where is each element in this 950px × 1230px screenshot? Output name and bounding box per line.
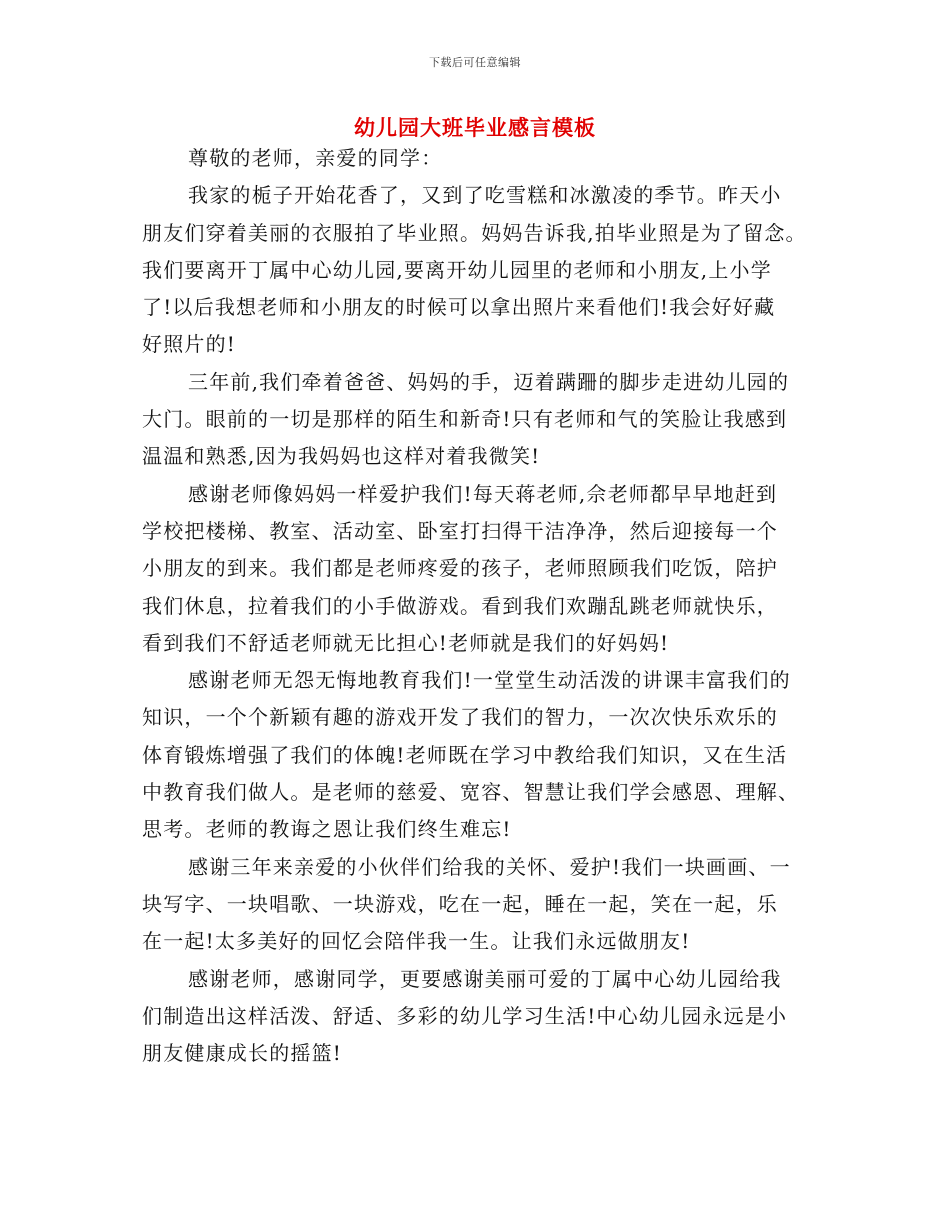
body-line: 三年前,我们牵着爸爸、妈妈的手，迈着蹒跚的脚步走进幼儿园的 — [188, 369, 790, 394]
body-line: 感谢三年来亲爱的小伙伴们给我的关怀、爱护!我们一块画画、一 — [188, 854, 791, 879]
header-note: 下载后可任意编辑 — [429, 56, 521, 69]
body-line: 学校把楼梯、教室、活动室、卧室打扫得干洁净净，然后迎接每一个 — [142, 518, 778, 543]
body-line: 感谢老师，感谢同学，更要感谢美丽可爱的丁属中心幼儿园给我 — [188, 966, 782, 991]
body-line: 们制造出这样活泼、舒适、多彩的幼儿学习生活!中心幼儿园永远是小 — [142, 1003, 788, 1028]
body-line: 我家的栀子开始花香了，又到了吃雪糕和冰激凌的季节。昨天小 — [188, 183, 782, 208]
body-line: 感谢老师像妈妈一样爱护我们!每天蒋老师,佘老师都早早地赶到 — [188, 481, 778, 506]
body-line: 好照片的! — [142, 332, 237, 357]
body-line: 小朋友的到来。我们都是老师疼爱的孩子，老师照顾我们吃饭，陪护 — [142, 556, 778, 581]
body-line: 尊敬的老师，亲爱的同学： — [188, 146, 443, 170]
document-body — [142, 140, 822, 1072]
body-line: 我们要离开丁属中心幼儿园,要离开幼儿园里的老师和小朋友,上小学 — [142, 257, 772, 282]
body-line: 看到我们不舒适老师就无比担心!老师就是我们的好妈妈! — [142, 630, 670, 655]
body-line: 思考。老师的教诲之恩让我们终生难忘! — [142, 817, 512, 842]
body-line: 在一起!太多美好的回忆会陪伴我一生。让我们永远做朋友! — [142, 929, 691, 954]
body-line: 大门。眼前的一切是那样的陌生和新奇!只有老师和气的笑脸让我感到 — [142, 407, 788, 432]
body-line: 朋友健康成长的摇篮! — [142, 1041, 343, 1066]
body-line: 朋友们穿着美丽的衣服拍了毕业照。妈妈告诉我,拍毕业照是为了留念。 — [142, 220, 807, 245]
body-line: 块写字、一块唱歌、一块游戏，吃在一起，睡在一起，笑在一起，乐 — [142, 891, 778, 916]
body-line: 感谢老师无怨无悔地教育我们!一堂堂生动活泼的讲课丰富我们的 — [188, 668, 791, 693]
body-line: 了!以后我想老师和小朋友的时候可以拿出照片来看他们!我会好好藏 — [142, 295, 776, 320]
body-line: 温温和熟悉,因为我妈妈也这样对着我微笑! — [142, 444, 541, 469]
body-line: 体育锻炼增强了我们的体魄!老师既在学习中教给我们知识，又在生活 — [142, 742, 788, 767]
body-line: 中教育我们做人。是老师的慈爱、宽容、智慧让我们学会感恩、理解、 — [142, 780, 800, 805]
body-line: 我们休息，拉着我们的小手做游戏。看到我们欢蹦乱跳老师就快乐， — [142, 593, 778, 618]
body-line: 知识，一个个新颖有趣的游戏开发了我们的智力，一次次快乐欢乐的 — [142, 705, 778, 730]
document-title: 幼儿园大班毕业感言模板 — [354, 115, 596, 140]
